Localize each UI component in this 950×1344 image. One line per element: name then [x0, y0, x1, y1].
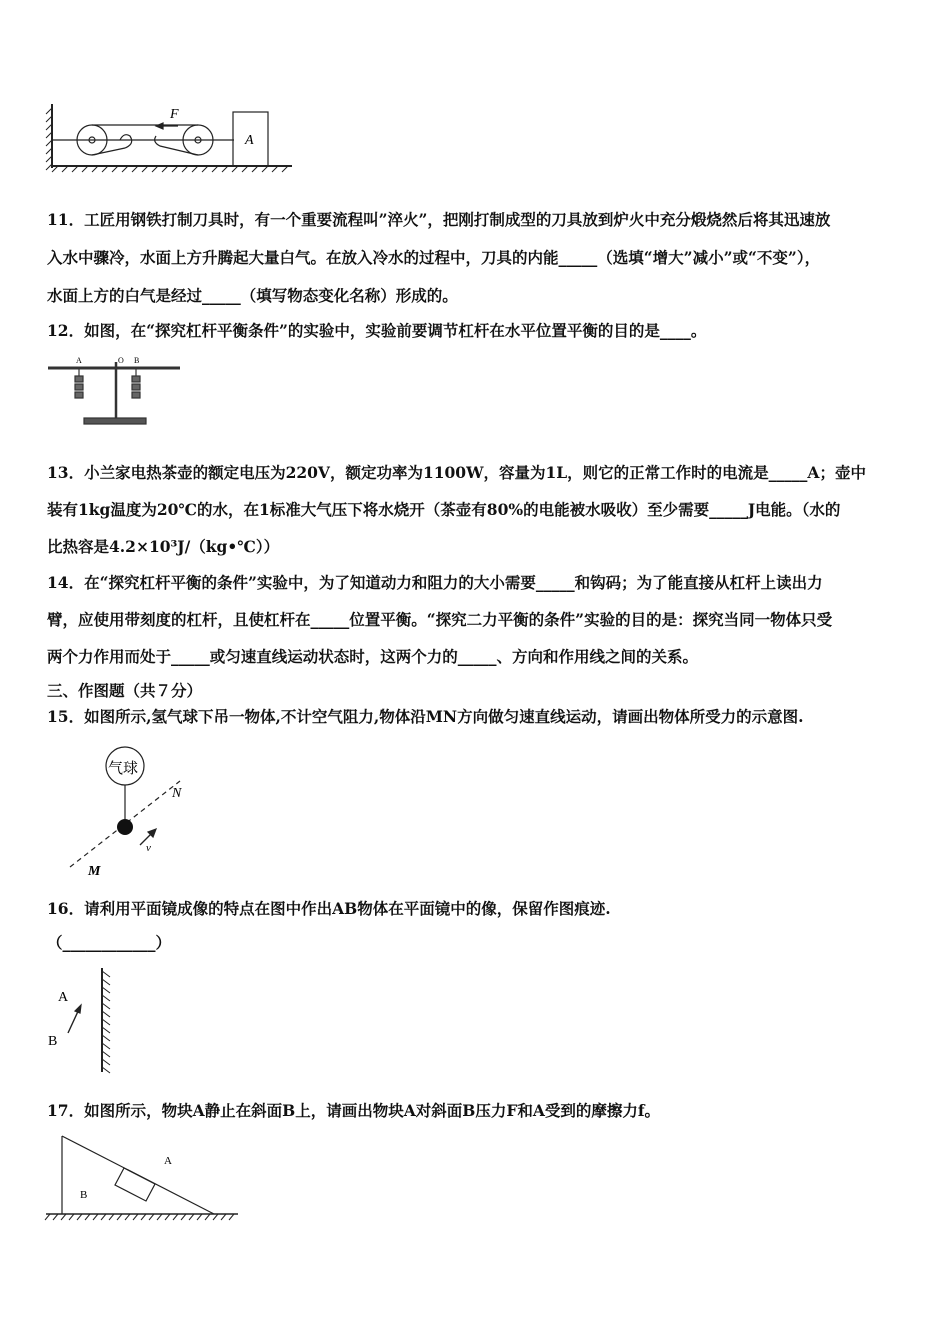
mirror-label-a: A — [58, 990, 69, 1005]
question-13-line-3: 比热容是4.2×10³J/（kg•℃）） — [47, 537, 280, 556]
section-3-title: 三、作图题（共７分） — [47, 681, 203, 700]
pulley-figure — [40, 96, 295, 178]
lever-label-b: B — [134, 356, 140, 365]
question-14-line-1: 14．在“探究杠杆平衡的条件”实验中，为了知道动力和阻力的大小需要_____和钩码；为了能直接从杠杆上读出力 — [47, 573, 823, 592]
balloon-label-n: N — [172, 786, 182, 801]
lever-label-o: O — [118, 356, 124, 365]
balloon-label: 气球 — [108, 761, 139, 777]
block-label: A — [245, 133, 254, 148]
incline-label-b: B — [80, 1189, 88, 1201]
balloon-label-v: v — [146, 842, 151, 854]
force-label: F — [170, 107, 179, 122]
lever-label-a: A — [76, 356, 82, 365]
question-17-line-1: 17．如图所示，物块A静止在斜面B上，请画出物块A对斜面B压力F和A受到的摩擦力f。 — [47, 1101, 661, 1120]
question-16-line-1: 16．请利用平面镜成像的特点在图中作出AB物体在平面镜中的像，保留作图痕迹. — [47, 899, 611, 918]
mirror-figure — [44, 965, 134, 1075]
question-14-line-2: 臂，应使用带刻度的杠杆，且使杠杆在_____位置平衡。“探究二力平衡的条件”实验的目的是：探究当同一物体只受 — [47, 610, 833, 629]
question-11-line-3: 水面上方的白气是经过_____（填写物态变化名称）形成的。 — [47, 286, 458, 305]
incline-label-a: A — [164, 1155, 172, 1167]
question-11-line-2: 入水中骤冷，水面上方升腾起大量白气。在放入冷水的过程中，刀具的内能_____（选填“增大”减小”或“不变”）， — [47, 248, 821, 267]
question-11-line-1: 11．工匠用钢铁打制刀具时，有一个重要流程叫”淬火”，把刚打制成型的刀具放到炉火中充分煅烧然后将其迅速放 — [47, 210, 831, 229]
balloon-figure — [60, 745, 200, 880]
question-12-line-1: 12．如图，在“探究杠杆平衡条件”的实验中，实验前要调节杠杆在水平位置平衡的目的是____。 — [47, 321, 707, 340]
mirror-label-b: B — [48, 1034, 58, 1049]
question-13-line-2: 装有1kg温度为20℃的水，在1标准大气压下将水烧开（茶壶有80%的电能被水吸收）至少需要_____J电能。（水的 — [47, 500, 841, 519]
lever-figure — [44, 352, 184, 432]
question-14-line-3: 两个力作用而处于_____或匀速直线运动状态时，这两个力的_____、方向和作用线之间的关系。 — [47, 647, 699, 666]
question-15-line-1: 15．如图所示,氢气球下吊一物体,不计空气阻力,物体沿MN方向做匀速直线运动，请画出物体所受力的示意图. — [47, 707, 804, 726]
question-16-answer-blank[interactable]: （____________） — [47, 933, 172, 952]
incline-figure — [42, 1130, 242, 1225]
balloon-label-m: M — [88, 864, 101, 879]
question-13-line-1: 13．小兰家电热茶壶的额定电压为220V，额定功率为1100W，容量为1L，则它的正常工作时的电流是_____A；壶中 — [47, 463, 866, 482]
